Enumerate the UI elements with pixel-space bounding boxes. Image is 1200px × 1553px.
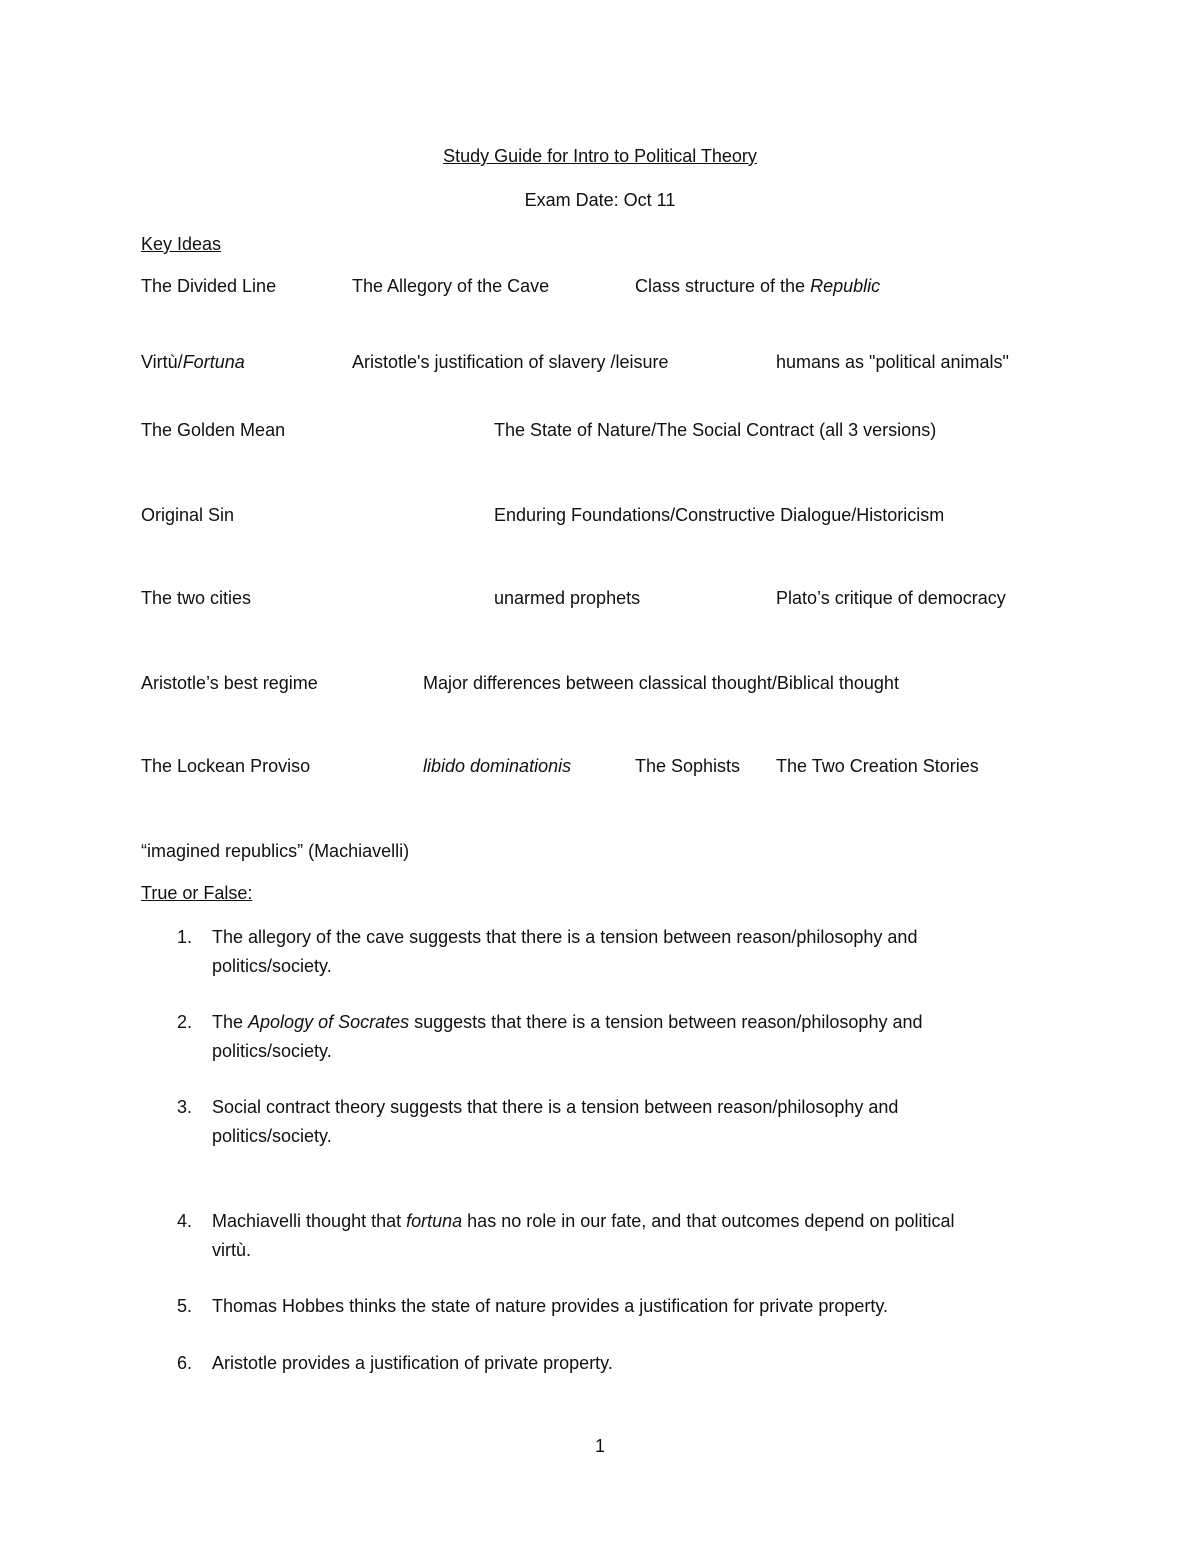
question-number: 6. <box>176 1353 192 1373</box>
key-idea: Aristotle's justification of slavery /leisure <box>352 352 669 372</box>
question-text: Machiavelli thought that fortuna has no role in our fate, and that outcomes depend on political <box>212 1211 955 1231</box>
key-idea: humans as "political animals" <box>776 352 1009 372</box>
question-number: 1. <box>176 927 192 947</box>
key-idea: The Two Creation Stories <box>776 756 979 776</box>
key-idea: The Golden Mean <box>141 420 286 440</box>
true-false-heading: True or False: <box>141 883 253 903</box>
key-idea: libido dominationis <box>423 756 572 776</box>
question-text: The Apology of Socrates suggests that there is a tension between reason/philosophy and <box>212 1012 923 1032</box>
question-number: 4. <box>176 1211 192 1231</box>
key-idea: The Divided Line <box>141 276 277 296</box>
key-idea: Aristotle’s best regime <box>141 673 318 693</box>
question-text: Aristotle provides a justification of private property. <box>212 1353 613 1373</box>
question-text: virtù. <box>212 1240 252 1260</box>
question-number: 3. <box>176 1097 192 1117</box>
key-idea: The two cities <box>141 588 252 608</box>
page-title: Study Guide for Intro to Political Theory <box>443 146 757 166</box>
key-idea: Plato’s critique of democracy <box>776 588 1006 608</box>
key-idea: unarmed prophets <box>494 588 641 608</box>
question-text: politics/society. <box>212 1126 332 1146</box>
key-idea: The State of Nature/The Social Contract (all 3 versions) <box>494 420 937 440</box>
question-text: The allegory of the cave suggests that there is a tension between reason/philosophy and <box>212 927 918 947</box>
key-idea: Enduring Foundations/Constructive Dialogue/Historicism <box>494 505 945 525</box>
question-number: 5. <box>176 1296 192 1316</box>
question-text: Thomas Hobbes thinks the state of nature provides a justification for private property. <box>212 1296 889 1316</box>
key-idea: Virtù/Fortuna <box>141 352 245 372</box>
question-number: 2. <box>176 1012 192 1032</box>
question-text: politics/society. <box>212 956 332 976</box>
key-idea: The Lockean Proviso <box>141 756 311 776</box>
question-text: Social contract theory suggests that there is a tension between reason/philosophy and <box>212 1097 899 1117</box>
key-idea: “imagined republics” (Machiavelli) <box>141 841 410 861</box>
exam-date: Exam Date: Oct 11 <box>524 190 676 210</box>
key-idea: The Allegory of the Cave <box>352 276 550 296</box>
key-idea: Major differences between classical thought/Biblical thought <box>423 673 899 693</box>
key-ideas-heading: Key Ideas <box>141 234 222 254</box>
key-idea: The Sophists <box>635 756 741 776</box>
key-idea: Original Sin <box>141 505 235 525</box>
page-number: 1 <box>594 1436 605 1456</box>
question-text: politics/society. <box>212 1041 332 1061</box>
key-idea: Class structure of the Republic <box>635 276 881 296</box>
